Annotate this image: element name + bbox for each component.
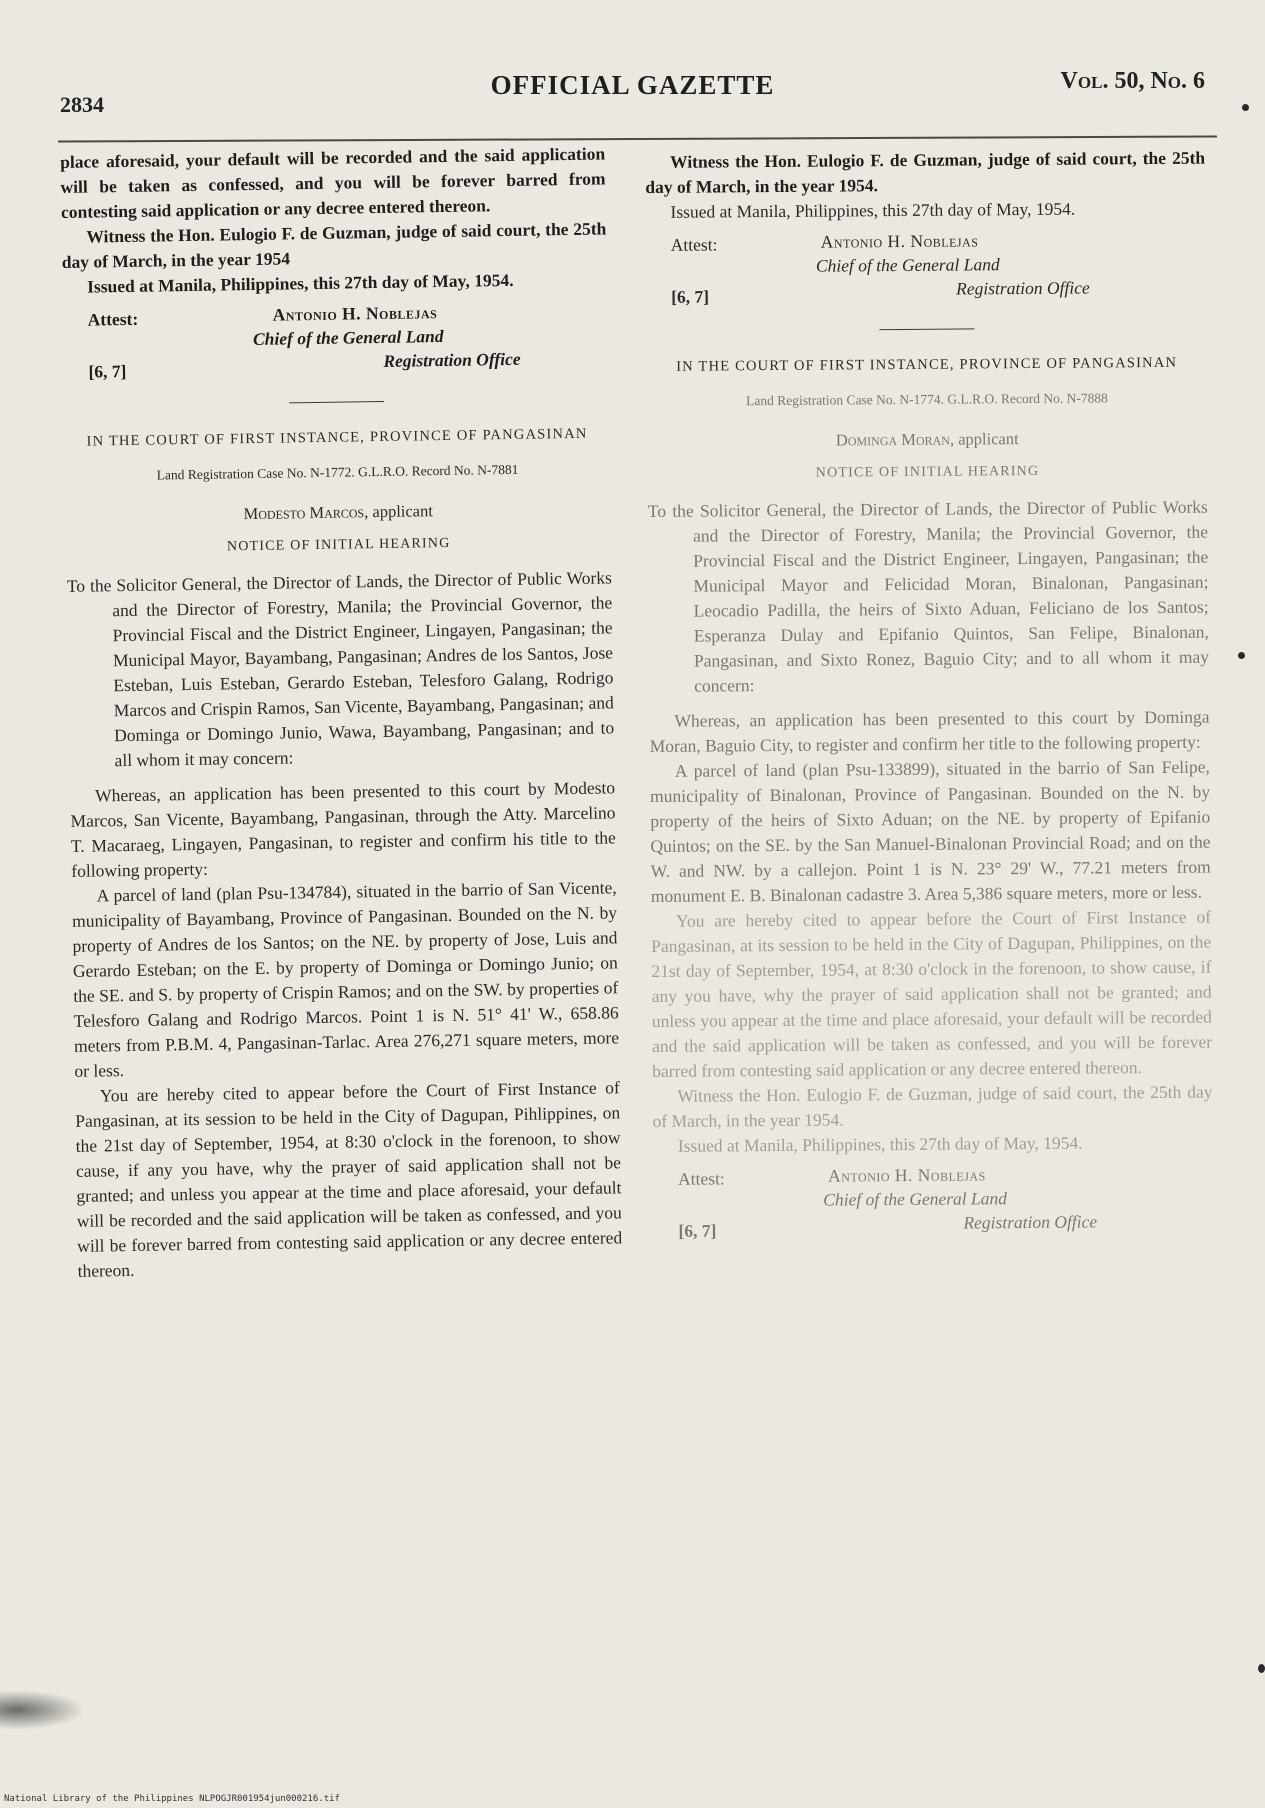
scan-footer: National Library of the Philippines NLPOGJR001954jun000216.tif [4,1794,340,1804]
attest-title-line2: Registration Office [383,348,521,371]
volume-number: Vol. 50, No. 6 [1060,68,1205,94]
section-divider [289,401,384,403]
issue-reference: [6, 7] [88,360,127,382]
applicant-line [647,425,1207,454]
issued-paragraph-2: Issued at Manila, Philippines, this 27th day of May, 1954. [677,1132,1083,1156]
attest-title-line1: Chief of the General Land [252,325,444,349]
witness-paragraph: Witness the Hon. Eulogio F. de Guzman, judge of said court, the 25th day of March, in the year 1954 [61,218,607,272]
attest-title-line1: Chief of the General Land [823,1188,1008,1210]
attest-name: Antonio H. Noblejas [827,1164,986,1186]
applicant-name: Dominga Moran [835,429,951,450]
continued-paragraph: place aforesaid, your default will be recorded and the said application will be taken as confessed, and you will be forever barred from contesting said application or any decree entered thereon. [60,143,606,222]
attestation-block-2 [653,1161,1214,1251]
issue-reference: [6, 7] [678,1220,717,1241]
court-heading: IN THE COURT OF FIRST INSTANCE, PROVINCE OF PANGASINAN [676,354,1178,375]
attestation-block [62,297,608,392]
page-header [60,62,1205,122]
parcel-paragraph: A parcel of land (plan Psu-133899), situated in the barrio of San Felipe, municipality of Binalonan, Province of Pangasinan. Bounded on the N. by property of the heirs of Sixto Aduan; on the NE. by property of Epifanio Quintos; on the SE. by the San Manuel-Binalonan Provincial Road; and on the W. and NW. by a callejon. Point 1 is N. 23° 29' W., 77.21 meters from monument E. B. Binalonan cadastre 3. Area 5,386 square meters, more or less. [649,756,1211,906]
page-number: 2834 [60,92,104,117]
scan-speck [1238,652,1245,659]
addressee-paragraph: To the Solicitor General, the Director of Lands, the Director of Public Works and the Director of Forestry, Manila; the Provincial Governor, the Provincial Fiscal and the District Engineer, Lingayen, Pangasinan; the Municipal Mayor and Felicidad Moran, Binalonan, Pangasinan; Leocadio Padilla, the heirs of Sixto Aduan, Feliciano de los Santos; Esperanza Dulay and Epifanio Quintos, San Felipe, Binalonan, Pangasinan, and Sixto Ronez, Baguio City; and to all whom it may concern: [647,496,1210,696]
attest-label: Attest: [87,308,139,330]
applicant-suffix: , applicant [364,501,434,522]
addressee-paragraph: To the Solicitor General, the Director of Lands, the Director of Public Works and the Director of Forestry, Manila; the Provincial Governor, the Provincial Fiscal and the District Engineer, Lingayen, Pangasinan; the Municipal Mayor, Bayambang, Pangasinan; Andres de los Santos, Jose Esteban, Luis Esteban, Gerardo Esteban, Telesforo Galang, Rodrigo Marcos and Crispin Ramos, San Vicente, Bayambang, Pangasinan; and Dominga or Domingo Junio, Wawa, Bayambang, Pangasinan; and to all whom it may concern: [66,567,615,771]
notice-heading: NOTICE OF INITIAL HEARING [815,463,1040,481]
attest-title-line2: Registration Office [963,1211,1098,1233]
scan-speck [1258,1664,1265,1673]
attest-title-line2: Registration Office [956,277,1090,299]
court-heading: IN THE COURT OF FIRST INSTANCE, PROVINCE OF PANGASINAN [86,425,588,450]
attest-title-line1: Chief of the General Land [815,254,1000,276]
section-divider [879,328,974,330]
publication-title: OFFICIAL GAZETTE [490,70,775,100]
issued-paragraph: Issued at Manila, Philippines, this 27th day of May, 1954. [86,269,514,297]
applicant-name: Modesto Marcos [243,502,365,524]
witness-paragraph-2: Witness the Hon. Eulogio F. de Guzman, judge of said court, the 25th day of March, in the year 1954. [652,1081,1213,1131]
issue-reference: [6, 7] [671,286,710,307]
citation-paragraph: You are hereby cited to appear before the Court of First Instance of Pangasinan, at its session to be held in the City of Dagupan, Philippines, on the 21st day of September, 1954, at 8:30 o'clock in the forenoon, to show cause, if any you have, why the prayer of said application shall not be granted; and unless you appear at the time and place aforesaid, your default will be recorded and the said application will be taken as confessed, and you will be forever barred from contesting said application or any decree entered thereon. [651,906,1213,1081]
whereas-paragraph: Whereas, an application has been presented to this court by Dominga Moran, Baguio City, to register and confirm her title to the following property: [649,706,1210,756]
case-number: Land Registration Case No. N-1774. G.L.R.O. Record No. N-7888 [745,390,1108,409]
right-column [645,146,1214,1251]
attest-name: Antonio H. Noblejas [272,302,438,325]
case-number: Land Registration Case No. N-1772. G.L.R.O. Record No. N-7881 [156,461,519,483]
attest-label: Attest: [670,234,718,255]
issued-paragraph: Issued at Manila, Philippines, this 27th day of May, 1954. [670,198,1076,222]
left-column [60,141,623,1283]
applicant-suffix: , applicant [949,429,1019,449]
citation-paragraph: You are hereby cited to appear before the Court of First Instance of Pangasinan, at its session to be held in the City of Dagupan, Pihlippines, on the 21st day of September, 1954, at 8:30 o'clock in the forenoon, to show cause, if any you have, why the prayer of said application shall not be granted; and unless you appear at the time and place aforesaid, your default will be recorded and the said application will be taken as confessed, and you will be forever barred from contesting said application or any decree entered thereon. [75,1077,623,1281]
header-rule [58,135,1217,142]
witness-paragraph: Witness the Hon. Eulogio F. de Guzman, judge of said court, the 25th day of March, in the year 1954. [645,147,1206,197]
notice-heading: NOTICE OF INITIAL HEARING [226,535,451,555]
whereas-paragraph: Whereas, an application has been presented to this court by Modesto Marcos, San Vicente, Bayambang, Pangasinan, through the Atty. Marcelino T. Macaraeg, Lingayen, Pangasinan, to register and confirm his title to the following property: [70,777,617,881]
attest-label: Attest: [678,1168,725,1189]
scan-smudge [0,1690,85,1730]
scan-speck [1242,104,1249,111]
attest-name: Antonio H. Noblejas [820,230,979,252]
parcel-paragraph: A parcel of land (plan Psu-134784), situated in the barrio of San Vicente, municipality of Bayambang, Province of Pangasinan. Bounded on the N. by property of Andres de los Santos; on the NE. by property of Jose, Luis and Gerardo Esteban; on the E. by property of Dominga or Domingo Junio; on the SE. and S. by property of Crispin Ramos; and on the SW. by properties of Telesforo Galang and Rodrigo Marcos. Point 1 is N. 51° 41' W., 658.86 meters from P.B.M. 4, Pangasinan-Tarlac. Area 276,271 square meters, more or less. [71,877,620,1081]
attestation-block [646,227,1207,317]
applicant-line [66,495,611,529]
